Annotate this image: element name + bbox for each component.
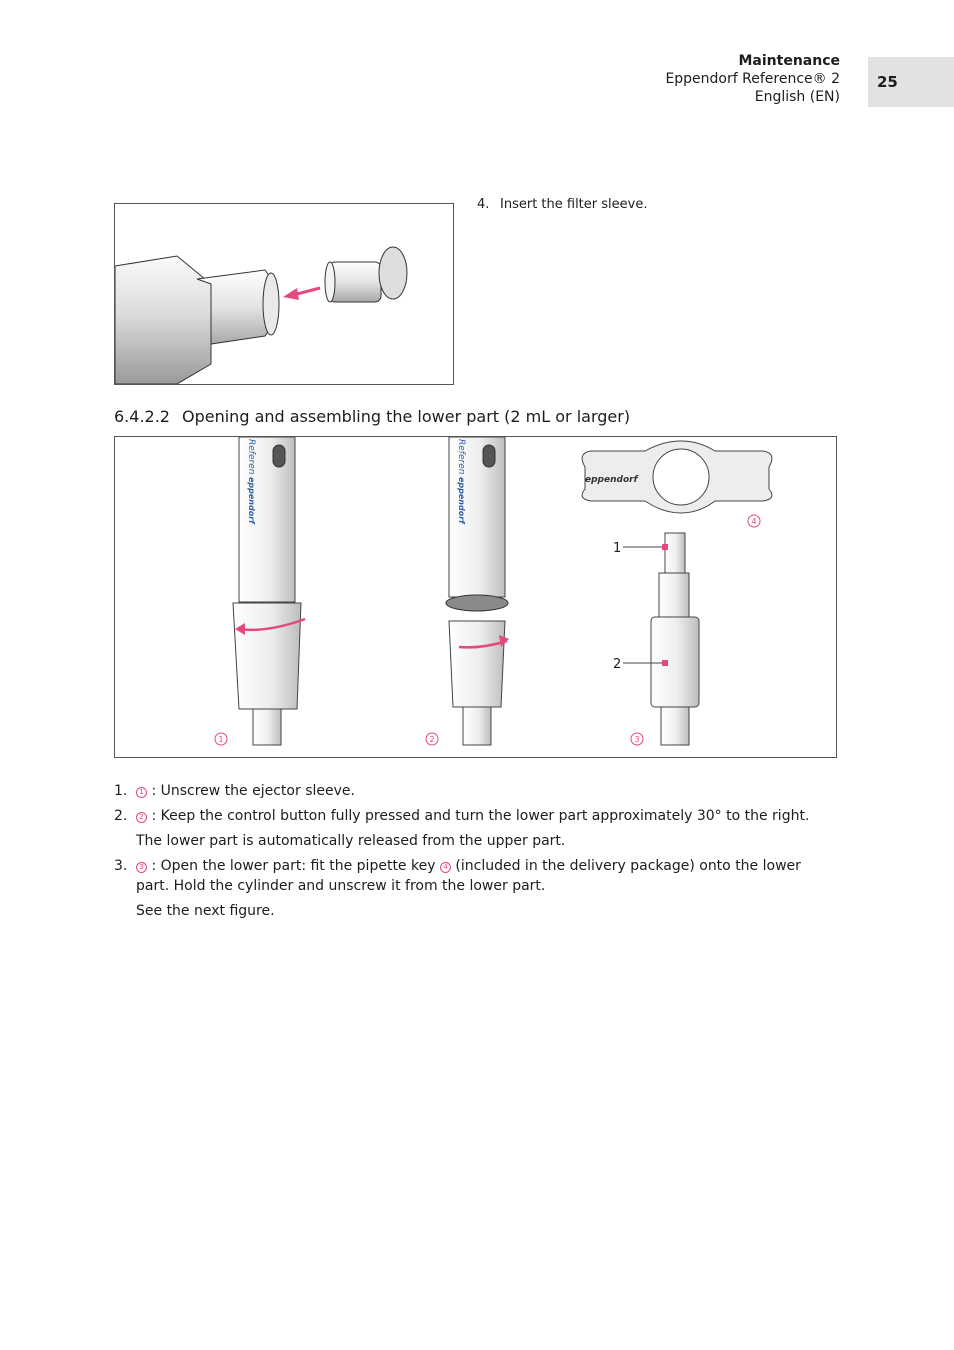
step-3-text-after: (included in the delivery package) onto the lower part. Hold the cylinder and unscrew it from the lower part. [136, 858, 801, 894]
procedure-steps [114, 781, 838, 926]
step-3-text-before: : Open the lower part: fit the pipette key [147, 858, 440, 874]
section-heading [114, 407, 630, 426]
brand-label-1: eppendorf [247, 477, 256, 524]
pipette-key-hole [653, 449, 709, 505]
panel-marker-1-label: 1 [218, 735, 224, 744]
step-2 [114, 806, 838, 851]
figure-lower-part [114, 436, 837, 758]
pipette-tip-end [263, 273, 279, 335]
step-3-number: 3. [114, 858, 128, 874]
filter-sleeve [329, 262, 381, 302]
pipette-panel-1 [215, 437, 305, 745]
figure-filter-sleeve [114, 203, 454, 385]
step-3-marker-key: 4 [440, 862, 451, 873]
callout-dot-1 [662, 544, 668, 550]
piston [665, 533, 685, 573]
ejector-ring [446, 595, 508, 611]
page-number-tab [868, 57, 954, 107]
header-product: Eppendorf Reference® 2 [665, 71, 840, 87]
step-4 [477, 197, 647, 212]
step-3-note: See the next figure. [136, 903, 275, 919]
lower-part-illustration [115, 437, 836, 757]
callout-2: 2 [613, 657, 622, 672]
panel-marker-2-label: 2 [429, 735, 435, 744]
pipette-label-1: Referen [246, 439, 256, 475]
step-4-number: 4. [477, 197, 490, 212]
panel-marker-4-label: 4 [751, 517, 757, 526]
step-2-marker: 2 [136, 812, 147, 823]
step-1-marker: 1 [136, 787, 147, 798]
step-2-text: : Keep the control button fully pressed and turn the lower part approximately 30° to the right. [147, 808, 810, 824]
brand-label-2: eppendorf [457, 477, 466, 524]
header-section: Maintenance [738, 53, 840, 69]
key-brand-label: eppendorf [585, 475, 638, 485]
step-4-text: Insert the filter sleeve. [500, 197, 648, 212]
step-2-number: 2. [114, 808, 128, 824]
step-1-text: : Unscrew the ejector sleeve. [147, 783, 355, 799]
callout-1: 1 [613, 541, 622, 556]
step-3 [114, 856, 838, 921]
filter-sleeve-face [325, 262, 335, 302]
step-3-marker: 3 [136, 862, 147, 873]
step-2-note: The lower part is automatically released from the upper part. [136, 833, 566, 849]
pipette-panel-2 [426, 437, 509, 745]
page-header [665, 52, 840, 106]
filter-sleeve-ring [379, 247, 407, 299]
pipette-label-2: Referen [456, 439, 466, 475]
pipette-body [115, 256, 211, 384]
step-1-number: 1. [114, 783, 128, 799]
panel-marker-3-label: 3 [634, 735, 640, 744]
step-1 [114, 781, 838, 801]
header-language: English (EN) [754, 89, 840, 105]
callout-dot-2 [662, 660, 668, 666]
arrow-head [283, 288, 299, 300]
filter-sleeve-illustration [115, 204, 453, 384]
section-number: 6.4.2.2 [114, 407, 170, 426]
cylinder [651, 617, 699, 707]
pipette-panel-3 [582, 441, 772, 745]
section-title: Opening and assembling the lower part (2 mL or larger) [182, 407, 631, 426]
page-number: 25 [877, 73, 898, 91]
